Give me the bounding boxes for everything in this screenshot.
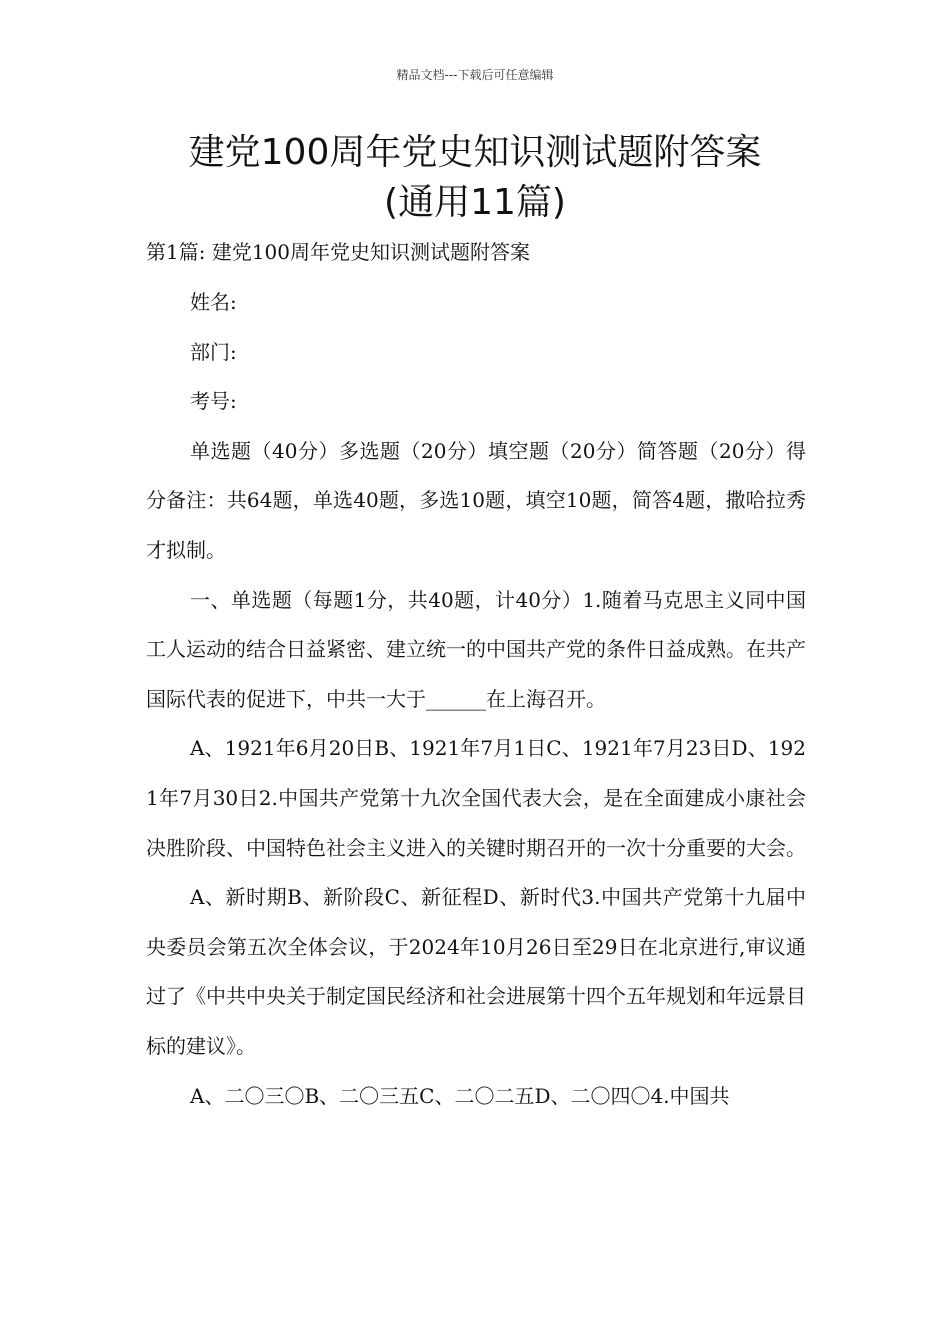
question-1-paragraph: 一、单选题（每题1分，共40题，计40分）1.随着马克思主义同中国工人运动的结合日益紧密、建立统一的中国共产党的条件日益成熟。在共产国际代表的促进下，中共一大于______在上海召开。 xyxy=(146,587,806,711)
question-3-paragraph: A、新时期B、新阶段C、新征程D、新时代3.中国共产党第十九届中央委员会第五次全体会议，于2024年10月26日至29日在北京进行,审议通过了《中共中央关于制定国民经济和社会进展第十四个五年规划和年远景目标的建议》。 xyxy=(146,885,806,1058)
document-title xyxy=(100,128,850,228)
header-note: 精品文档---下载后可任意编辑 xyxy=(396,68,554,82)
question-4-paragraph: A、二〇三〇B、二〇三五C、二〇二五D、二〇四〇4.中国共 xyxy=(190,1083,730,1108)
title-line-1: 建党100周年党史知识测试题附答案 xyxy=(188,132,762,173)
exam-number-field-label: 考号: xyxy=(190,389,237,414)
title-line-2: (通用11篇) xyxy=(384,182,566,223)
question-2-paragraph: A、1921年6月20日B、1921年7月1日C、1921年7月23日D、1921年7月30日2.中国共产党第十九次全国代表大会，是在全面建成小康社会决胜阶段、中国特色社会主义进入的关键时期召开的一次十分重要的大会。 xyxy=(146,736,806,860)
department-field-label: 部门: xyxy=(190,339,237,364)
document-body xyxy=(146,232,806,1121)
score-overview-paragraph: 单选题（40分）多选题（20分）填空题（20分）简答题（20分）得分备注：共64题，单选40题，多选10题，填空10题，简答4题，撒哈拉秀才拟制。 xyxy=(146,438,806,562)
name-field-label: 姓名: xyxy=(190,290,237,314)
section-heading: 第1篇: 建党100周年党史知识测试题附答案 xyxy=(146,240,530,264)
